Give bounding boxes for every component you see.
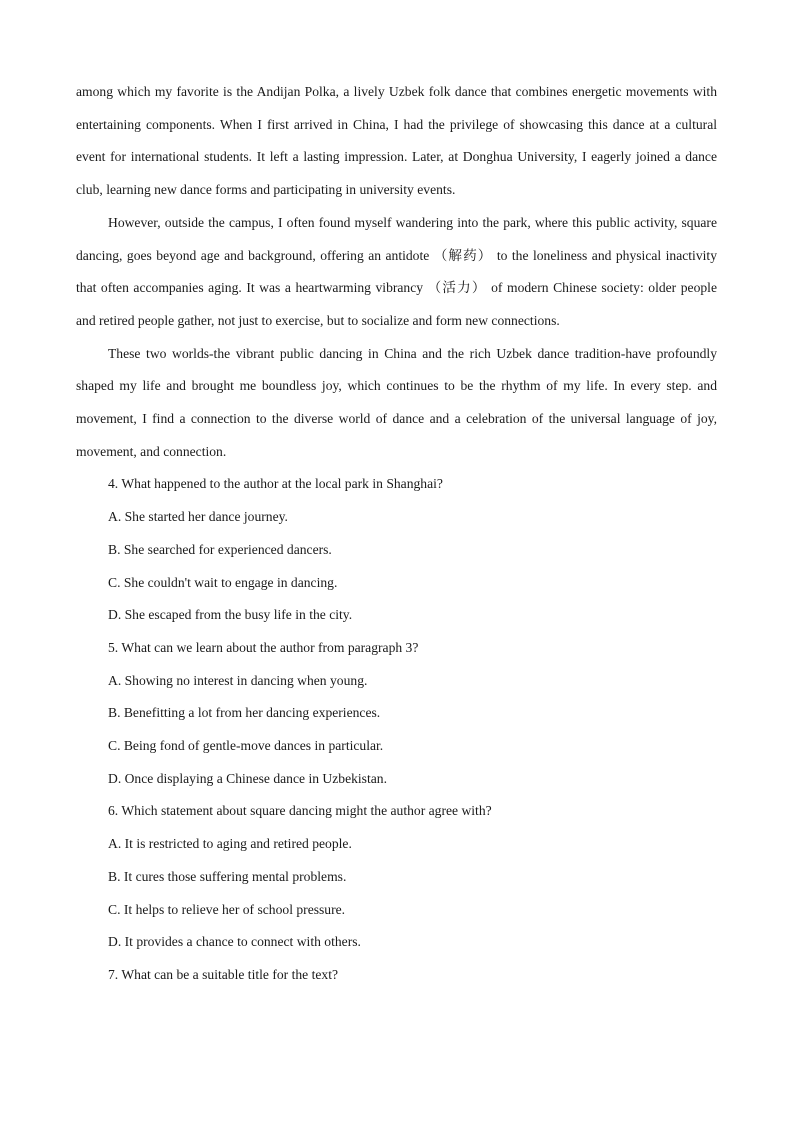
answer-option: B. She searched for experienced dancers.: [108, 541, 332, 557]
question-stem: 4. What happened to the author at the local park in Shanghai?: [108, 476, 443, 492]
answer-option: A. She started her dance journey.: [108, 509, 288, 525]
answer-option: A. It is restricted to aging and retired people.: [108, 836, 352, 852]
answer-option: D. It provides a chance to connect with others.: [108, 934, 361, 950]
answer-option: C. She couldn't wait to engage in dancing.: [108, 574, 338, 590]
document-page: [76, 76, 717, 992]
answer-option: C. Being fond of gentle-move dances in particular.: [108, 738, 384, 754]
question-4: [76, 468, 717, 632]
answer-option: B. It cures those suffering mental problems.: [108, 868, 347, 884]
question-5: [76, 632, 717, 796]
answer-option: D. She escaped from the busy life in the city.: [108, 607, 353, 623]
answer-option: A. Showing no interest in dancing when young.: [108, 672, 368, 688]
answer-option: C. It helps to relieve her of school pressure.: [108, 901, 346, 917]
answer-option: B. Benefitting a lot from her dancing experiences.: [108, 705, 381, 721]
question-stem: 6. Which statement about square dancing might the author agree with?: [108, 803, 492, 819]
question-7: [76, 959, 717, 992]
question-stem: 5. What can we learn about the author from paragraph 3?: [108, 639, 419, 655]
answer-option: D. Once displaying a Chinese dance in Uzbekistan.: [108, 770, 387, 786]
passage-paragraph-1: among which my favorite is the Andijan Polka, a lively Uzbek folk dance that combines energetic movements with entertaining components. When I first arrived in China, I had the privilege of showcasing this dance at a cultural event for international students. It left a lasting impression. Later, at Donghua University, I eagerly joined a dance club, learning new dance forms and participating in university events.: [76, 84, 717, 198]
question-stem: 7. What can be a suitable title for the text?: [108, 966, 338, 982]
passage-paragraph-3: These two worlds-the vibrant public dancing in China and the rich Uzbek dance tradition-have profoundly shaped my life and brought me boundless joy, which continues to be the rhythm of my life. In every step. and movement, I find a connection to the diverse world of dance and a celebration of the universal language of joy, movement, and connection.: [76, 345, 717, 459]
passage-paragraph-2: However, outside the campus, I often found myself wandering into the park, where this public activity, square dancing, goes beyond age and background, offering an antidote （解药） to the loneliness and physical inactivity that often accompanies aging. It was a heartwarming vibrancy （活力） of modern Chinese society: older people and retired people gather, not just to exercise, but to socialize and form new connections.: [76, 214, 717, 328]
question-6: [76, 795, 717, 959]
